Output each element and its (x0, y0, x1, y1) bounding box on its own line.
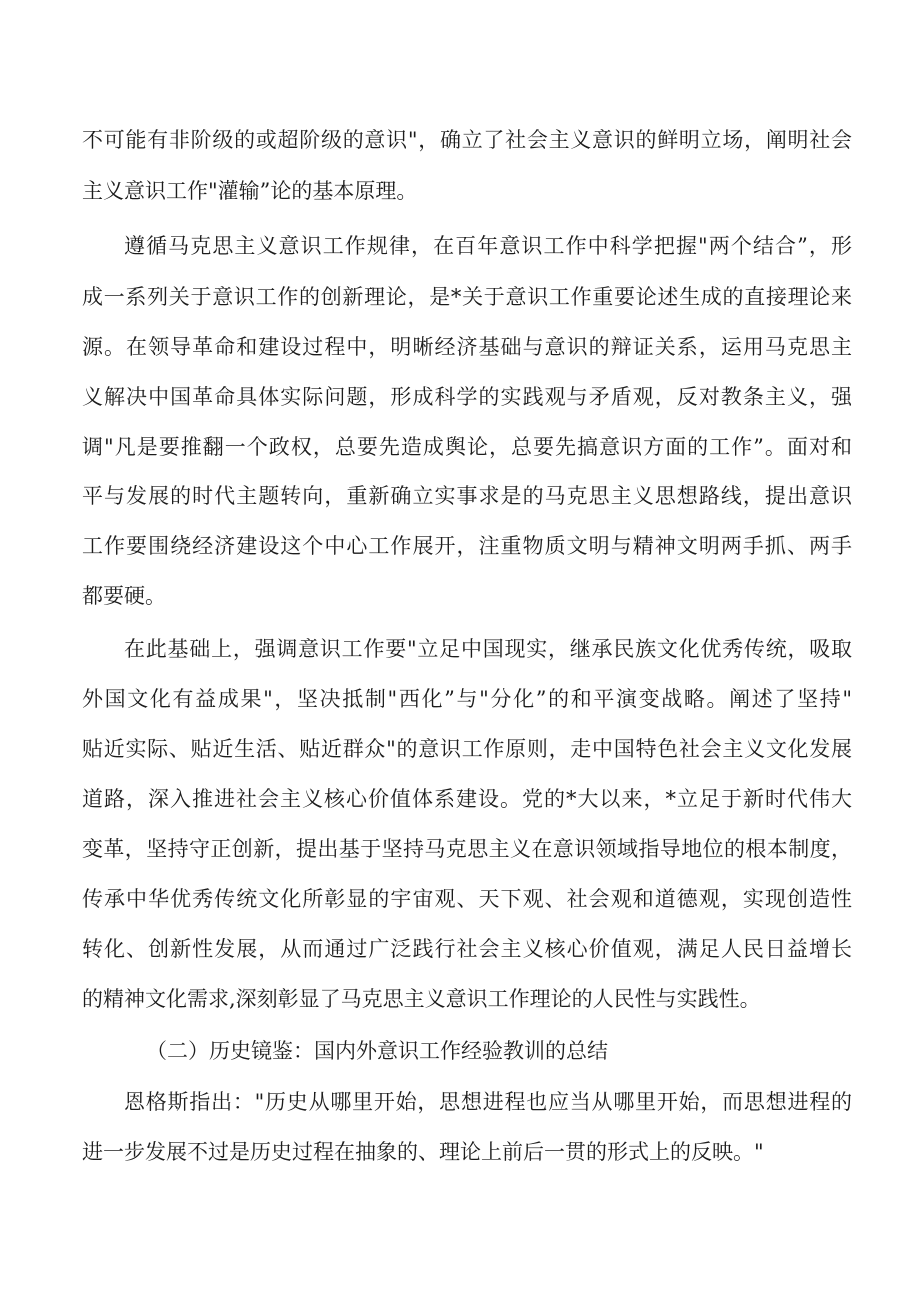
text-line: 义解决中国革命具体实际问题，形成科学的实践观与矛盾观，反对教条主义，强 (82, 385, 852, 409)
text-line: 主义意识工作"灌输”论的基本原理。 (82, 179, 418, 203)
text-line: 变革，坚持守正创新，提出基于坚持马克思主义在意识领域指导地位的根本制度， (82, 837, 852, 861)
paragraph-start-line: 遵循马克思主义意识工作规律，在百年意识工作中科学把握"两个结合”，形 (124, 234, 852, 258)
text-line: 源。在领导革命和建设过程中，明晰经济基础与意识的辩证关系，运用马克思主 (82, 335, 852, 359)
text-line: 外国文化有益成果"，坚决抵制"西化”与"分化”的和平演变战略。阐述了坚持" (82, 687, 852, 711)
text-line: 成一系列关于意识工作的创新理论，是*关于意识工作重要论述生成的直接理论来 (82, 285, 852, 309)
text-line: 都要硬。 (82, 584, 166, 608)
text-line: 道路，深入推进社会主义核心价值体系建设。党的*大以来，*立足于新时代伟大 (82, 787, 852, 811)
text-line: 贴近实际、贴近生活、贴近群众"的意识工作原则，走中国特色社会主义文化发展 (82, 737, 852, 761)
paragraph-start-line: 恩格斯指出："历史从哪里开始，思想进程也应当从哪里开始，而思想进程的 (124, 1090, 852, 1114)
text-line: 调"凡是要推翻一个政权，总要先造成舆论，总要先搞意识方面的工作”。面对和 (82, 435, 852, 459)
text-line: 转化、创新性发展，从而通过广泛践行社会主义核心价值观，满足人民日益增长 (82, 937, 852, 961)
text-line: 传承中华优秀传统文化所彰显的宇宙观、天下观、社会观和道德观，实现创造性 (82, 887, 852, 911)
text-line: 进一步发展不过是历史过程在抽象的、理论上前后一贯的形式上的反映。" (82, 1140, 764, 1164)
text-line: 不可能有非阶级的或超阶级的意识"，确立了社会主义意识的鲜明立场，阐明社会 (82, 128, 852, 152)
text-line: 平与发展的时代主题转向，重新确立实事求是的马克思主义思想路线，提出意识 (82, 484, 852, 508)
paragraph-start-line: 在此基础上，强调意识工作要"立足中国现实，继承民族文化优秀传统，吸取 (124, 637, 852, 661)
text-line: 的精神文化需求,深刻彰显了马克思主义意识工作理论的人民性与实践性。 (82, 987, 761, 1011)
text-line: 工作要围绕经济建设这个中心工作展开，注重物质文明与精神文明两手抓、两手 (82, 534, 852, 558)
section-heading: （二）历史镜鉴：国内外意识工作经验教训的总结 (146, 1039, 608, 1063)
